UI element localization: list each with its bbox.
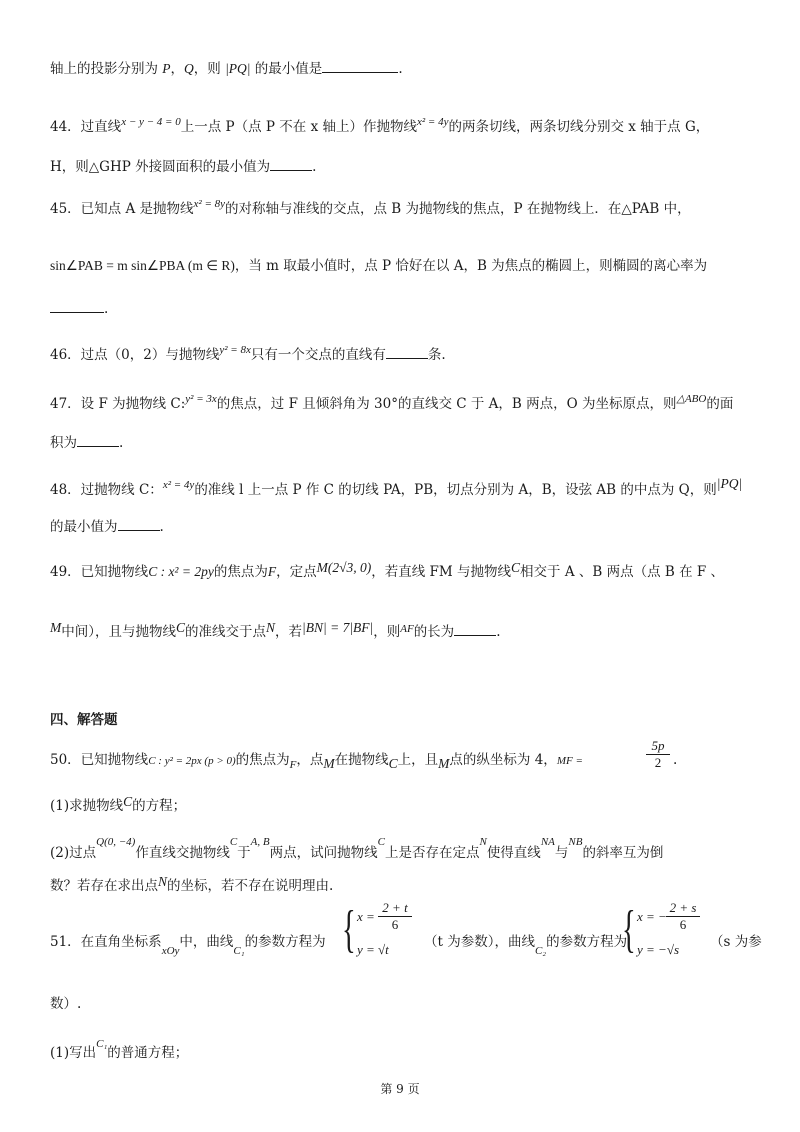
text: ，点 <box>296 752 324 768</box>
answer-blank[interactable] <box>322 58 398 73</box>
question-49-line-1 <box>50 558 760 582</box>
math: P <box>162 61 171 76</box>
math: |PQ| <box>225 61 251 76</box>
text: ，若直线 FM 与抛物线 <box>371 564 512 580</box>
math: y² = 8x <box>219 344 251 356</box>
text: 的焦点为 <box>213 564 268 580</box>
text: (2)过点 <box>50 845 97 861</box>
math: A, B <box>250 836 270 848</box>
text: 的长为 <box>413 624 455 640</box>
answer-blank[interactable] <box>386 344 428 359</box>
text: 作直线交抛物线 <box>135 845 230 861</box>
question-45-line-2 <box>50 256 760 276</box>
math: N <box>479 836 487 848</box>
math: F <box>267 564 277 579</box>
text: 上，且 <box>397 752 439 768</box>
numerator: 5p <box>646 738 670 755</box>
text: 条. <box>427 347 446 363</box>
page-number: 第 9 页 <box>380 1082 420 1096</box>
answer-blank[interactable] <box>454 621 496 636</box>
c2-x-fraction <box>666 900 700 933</box>
text: 的焦点，过 F 且倾斜角为 30°的直线交 C 于 A，B 两点，O 为坐标原点，则 <box>216 396 677 412</box>
text: 44．过直线 <box>50 119 122 135</box>
text: (1)写出 <box>50 1045 97 1061</box>
math: xOy <box>161 945 180 957</box>
numerator: 2 + s <box>666 900 700 917</box>
text: 47．设 F 为抛物线 C: <box>50 396 186 412</box>
text: 积为 <box>50 435 77 451</box>
math: C₂ <box>534 945 547 957</box>
c2-x-lhs: x = − <box>637 909 667 924</box>
text: 50．已知抛物线 <box>50 752 149 768</box>
text: 上是否存在定点 <box>384 845 480 861</box>
math: C : x² = 2py <box>148 564 214 579</box>
question-43-tail <box>50 58 760 79</box>
text: . <box>104 301 109 317</box>
question-51-line-2: 数）. <box>50 996 82 1012</box>
text: 使得直线 <box>486 845 541 861</box>
math: x² = 8y <box>193 198 226 210</box>
q50-period: . <box>673 752 678 768</box>
question-49-line-2 <box>50 618 760 642</box>
text: 的对称轴与准线的交点，点 B 为抛物线的焦点，P 在抛物线上．在△PAB 中， <box>225 201 691 217</box>
text: . <box>159 519 164 535</box>
answer-blank[interactable] <box>270 156 312 171</box>
text: 49．已知抛物线 <box>50 564 149 580</box>
math: |BN| = 7|BF| <box>302 620 374 635</box>
math: C <box>176 620 186 635</box>
text: 的方程； <box>132 798 187 814</box>
math: Q <box>184 61 194 76</box>
math: M <box>438 756 450 771</box>
left-brace-c2: { <box>622 901 636 958</box>
math: M(2√3, 0) <box>316 560 372 575</box>
text: ，则 <box>373 624 401 640</box>
question-47-line-1 <box>50 389 760 414</box>
math: N <box>266 620 276 635</box>
left-brace-c1: { <box>342 901 356 958</box>
text: 的焦点为 <box>235 752 290 768</box>
text: ，若 <box>275 624 303 640</box>
text: H，则△GHP 外接圆面积的最小值为 <box>50 159 271 175</box>
math: x² = 4y <box>162 479 195 491</box>
text: 的准线交于点 <box>185 624 267 640</box>
text: 的两条切线，两条切线分别交 x 轴于点 G， <box>448 119 710 135</box>
question-44-line-2 <box>50 156 760 177</box>
denominator: 2 <box>654 755 662 770</box>
text: 中，曲线 <box>179 934 234 950</box>
answer-blank[interactable] <box>77 432 119 447</box>
text: 45．已知点 A 是抛物线 <box>50 201 194 217</box>
question-51-mid <box>424 934 627 959</box>
text: 的准线 l 上一点 P 作 C 的切线 PA，PB，切点分别为 A，B，设弦 AB 的中点为 Q，则 <box>194 482 717 498</box>
text: 的普通方程； <box>107 1045 189 1061</box>
text: 点的纵坐标为 4， <box>449 752 557 768</box>
math: M <box>50 620 62 635</box>
text: 的最小值是 <box>250 61 323 77</box>
text: 的最小值为 <box>50 519 118 535</box>
text: 与 <box>554 845 569 861</box>
answer-blank[interactable] <box>50 298 104 313</box>
math: x − y − 4 = 0 <box>121 116 181 128</box>
question-45-line-3 <box>50 298 760 319</box>
text: . <box>119 435 124 451</box>
math: C <box>377 836 385 848</box>
math: C₁ <box>96 1038 108 1050</box>
text: 两点，试问抛物线 <box>269 845 378 861</box>
math: MF = <box>556 755 583 767</box>
text: 的面 <box>706 396 734 412</box>
text: 相交于 A 、B 两点（点 B 在 F 、 <box>520 564 725 580</box>
question-51-tail: （s 为参 <box>710 934 762 950</box>
math: y² = 3x <box>185 393 217 405</box>
question-51-part-1 <box>50 1034 760 1063</box>
text: 只有一个交点的直线有 <box>250 347 386 363</box>
numerator: 2 + t <box>378 900 412 917</box>
question-48-line-1 <box>50 474 760 500</box>
math: F <box>289 759 297 771</box>
answer-blank[interactable] <box>118 516 160 531</box>
text: 数？若存在求出点 <box>50 878 158 894</box>
question-48-line-2 <box>50 516 760 537</box>
text: 的坐标，若不存在说明理由. <box>167 878 334 894</box>
text: ， <box>170 61 185 77</box>
math: C <box>229 836 238 848</box>
question-50-part-1 <box>50 792 760 816</box>
math: C <box>388 756 398 771</box>
text: 在抛物线 <box>334 752 389 768</box>
math: AF <box>400 623 414 635</box>
math: M <box>323 756 335 771</box>
denominator: 6 <box>391 917 399 932</box>
text: ，定点 <box>276 564 317 580</box>
text: 48．过抛物线 C： <box>50 482 163 498</box>
math: Q(0, −4) <box>96 836 136 848</box>
question-46 <box>50 340 760 365</box>
denominator: 6 <box>679 917 687 932</box>
question-50-part-2-line-2 <box>50 872 760 896</box>
math: x² = 4y <box>416 116 449 128</box>
math: NA <box>540 836 555 848</box>
question-47-line-2 <box>50 432 760 453</box>
text: . <box>496 624 501 640</box>
math: C : y² = 2px (p > 0) <box>148 755 236 767</box>
text: 46．过点（0，2）与抛物线 <box>50 347 220 363</box>
math: C <box>123 794 133 809</box>
text: 的斜率互为倒 <box>582 845 664 861</box>
math: C <box>511 560 521 575</box>
text: ，则 <box>193 61 226 77</box>
math: sin∠PAB = m sin∠PBA (m ∈ R) <box>50 258 235 273</box>
c1-x-lhs: x = <box>357 909 375 924</box>
text: . <box>312 159 317 175</box>
text: (1)求抛物线 <box>50 798 124 814</box>
math: |PQ| <box>716 476 743 491</box>
text: 51．在直角坐标系 <box>50 934 162 950</box>
text: 轴上的投影分别为 <box>50 61 163 77</box>
math: C₁ <box>233 945 245 957</box>
question-50-part-2-line-1 <box>50 832 760 863</box>
question-45-line-1 <box>50 194 760 219</box>
text: . <box>398 61 403 77</box>
math: NB <box>568 836 583 848</box>
section-heading: 四、解答题 <box>50 712 118 728</box>
text: 中间），且与抛物线 <box>61 624 176 640</box>
c1-y-equation: y = √t <box>357 942 389 957</box>
math: △ABO <box>676 393 707 405</box>
question-44-line-1 <box>50 112 760 137</box>
c2-y-equation: y = −√s <box>637 942 680 957</box>
text: 上一点 P（点 P 不在 x 轴上）作抛物线 <box>180 119 417 135</box>
c1-x-fraction <box>378 900 412 933</box>
text: 的参数方程为 <box>244 934 326 950</box>
math: N <box>158 874 168 889</box>
text: 于 <box>237 845 251 861</box>
fraction-5p-over-2 <box>646 738 670 771</box>
text: 的参数方程为 <box>546 934 628 950</box>
text: （t 为参数），曲线 <box>424 934 535 950</box>
text: ，当 m 取最小值时，点 P 恰好在以 A，B 为焦点的椭圆上，则椭圆的离心率为 <box>234 258 708 274</box>
